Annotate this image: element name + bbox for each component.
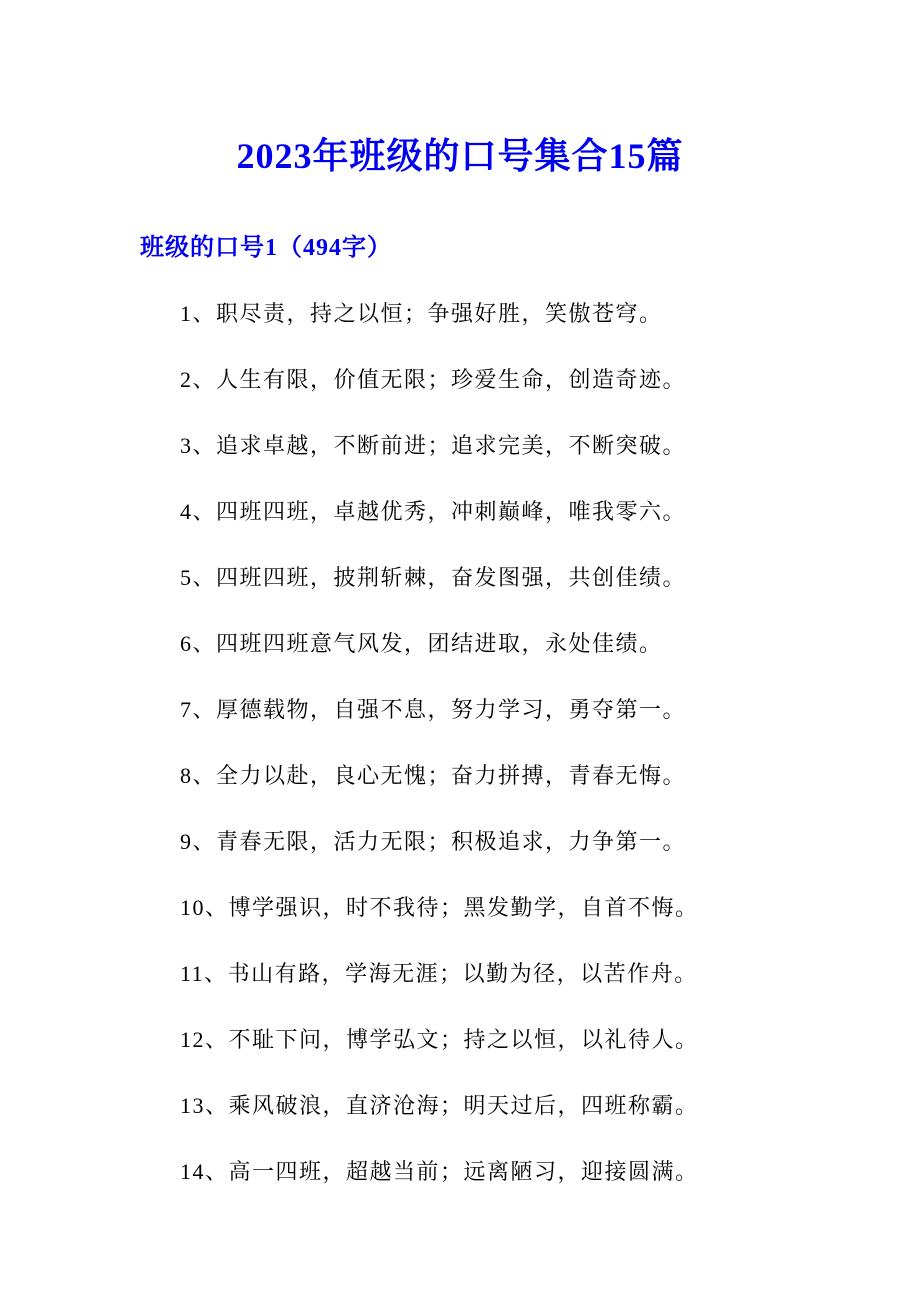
slogan-item: 7、厚德载物，自强不息，努力学习，勇夺第一。 — [180, 697, 687, 722]
section-heading: 班级的口号1（494字） — [140, 235, 392, 261]
slogan-item: 11、书山有路，学海无涯；以勤为径，以苦作舟。 — [180, 961, 698, 986]
slogan-item: 10、博学强识，时不我待；黑发勤学，自首不悔。 — [180, 895, 699, 920]
slogan-list — [180, 303, 800, 1183]
document-title: 2023年班级的口号集合15篇 — [236, 136, 684, 176]
slogan-item: 3、追求卓越，不断前进；追求完美，不断突破。 — [180, 433, 687, 458]
slogan-item: 1、职尽责，持之以恒；争强好胜，笑傲苍穹。 — [180, 301, 663, 326]
slogan-item: 2、人生有限，价值无限；珍爱生命，创造奇迹。 — [180, 367, 687, 392]
slogan-item: 12、不耻下问，博学弘文；持之以恒，以礼待人。 — [180, 1027, 699, 1052]
slogan-item: 14、高一四班，超越当前；远离陋习，迎接圆满。 — [180, 1159, 699, 1184]
slogan-item: 13、乘风破浪，直济沧海；明天过后，四班称霸。 — [180, 1093, 699, 1118]
slogan-item: 4、四班四班，卓越优秀，冲刺巅峰，唯我零六。 — [180, 499, 687, 524]
slogan-item: 9、青春无限，活力无限；积极追求，力争第一。 — [180, 829, 687, 854]
slogan-item: 5、四班四班，披荆斩棘，奋发图强，共创佳绩。 — [180, 565, 687, 590]
slogan-item: 8、全力以赴，良心无愧；奋力拼搏，青春无悔。 — [180, 763, 687, 788]
slogan-item: 6、四班四班意气风发，团结进取，永处佳绩。 — [180, 631, 663, 656]
